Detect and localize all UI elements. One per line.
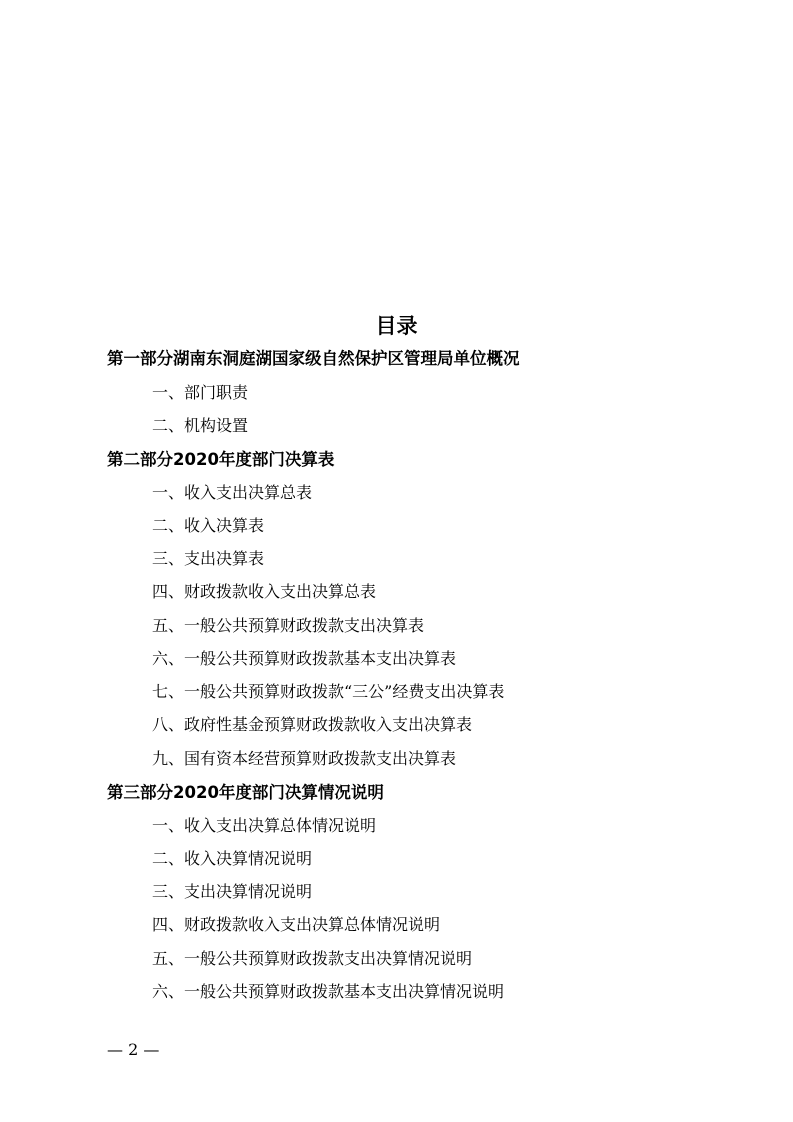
toc-item[interactable]: 六、一般公共预算财政拨款基本支出决算情况说明 (152, 982, 505, 1001)
part-3-heading[interactable]: 第三部分2020年度部门决算情况说明 (107, 783, 384, 802)
toc-title: 目录 (375, 314, 418, 338)
toc-item[interactable]: 八、政府性基金预算财政拨款收入支出决算表 (152, 715, 473, 734)
toc-item[interactable]: 一、收入支出决算总表 (152, 483, 313, 502)
page-number: — 2 — (107, 1040, 160, 1059)
toc-item[interactable]: 五、一般公共预算财政拨款支出决算表 (152, 616, 425, 635)
toc-item[interactable]: 四、财政拨款收入支出决算总体情况说明 (152, 915, 441, 934)
toc-item[interactable]: 一、部门职责 (152, 383, 249, 402)
toc-item[interactable]: 二、机构设置 (152, 416, 249, 435)
part-1-heading[interactable]: 第一部分湖南东洞庭湖国家级自然保护区管理局单位概况 (107, 349, 520, 368)
toc-item[interactable]: 五、一般公共预算财政拨款支出决算情况说明 (152, 949, 473, 968)
toc-item[interactable]: 七、一般公共预算财政拨款“三公”经费支出决算表 (152, 682, 505, 701)
toc-item[interactable]: 四、财政拨款收入支出决算总表 (152, 582, 377, 601)
toc-item[interactable]: 二、收入决算情况说明 (152, 849, 313, 868)
toc-item[interactable]: 三、支出决算情况说明 (152, 882, 313, 901)
toc-item[interactable]: 九、国有资本经营预算财政拨款支出决算表 (152, 749, 457, 768)
toc-item[interactable]: 六、一般公共预算财政拨款基本支出决算表 (152, 649, 457, 668)
toc-item[interactable]: 三、支出决算表 (152, 549, 265, 568)
toc-item[interactable]: 二、收入决算表 (152, 516, 265, 535)
toc-item[interactable]: 一、收入支出决算总体情况说明 (152, 816, 377, 835)
part-2-heading[interactable]: 第二部分2020年度部门决算表 (107, 450, 335, 469)
